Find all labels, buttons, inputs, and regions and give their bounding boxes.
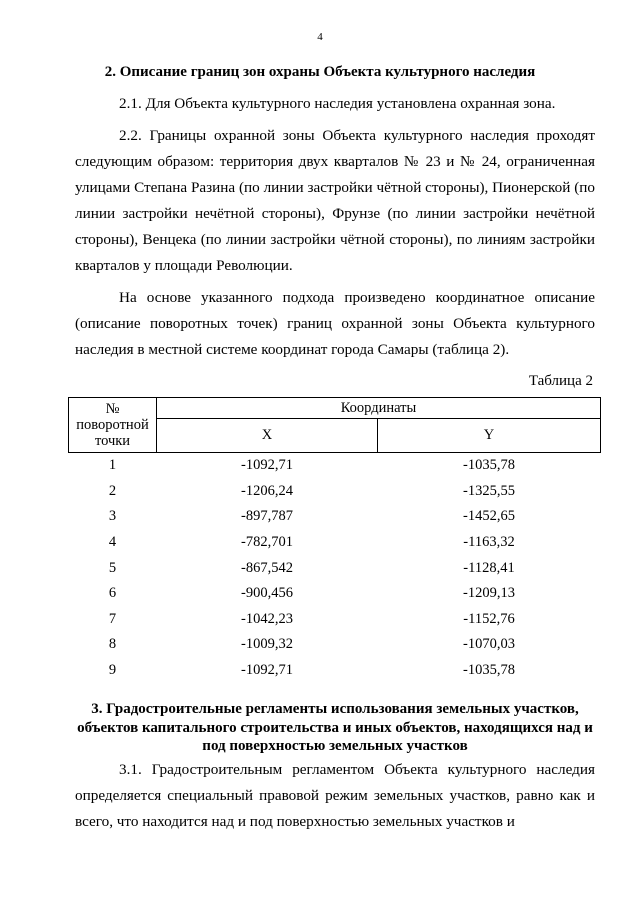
header-y: Y: [378, 419, 601, 453]
point-number-cell: 5: [108, 559, 117, 576]
x-coordinate-cell: -1092,71: [241, 457, 293, 474]
table-row: [69, 504, 601, 530]
section-2-heading: 2. Описание границ зон охраны Объекта культурного наследия: [104, 64, 536, 80]
table-row: [69, 530, 601, 556]
y-coordinate-cell: -1325,55: [463, 482, 515, 499]
section-3-heading: 3. Градостроительные регламенты использования земельных участков, объектов капитального строительства и иных объектов, находящихся над и под поверхностью земельных участков: [77, 701, 593, 754]
table-row: [69, 453, 601, 479]
page-number: 4: [317, 31, 323, 43]
table-row: [69, 607, 601, 633]
table-row: [69, 479, 601, 505]
x-coordinate-cell: -1042,23: [241, 610, 293, 627]
point-number-cell: 3: [108, 508, 117, 525]
table-row: [69, 658, 601, 684]
x-coordinate-cell: -900,456: [241, 585, 293, 602]
table-caption: Таблица 2: [528, 373, 593, 389]
paragraph-2-1: 2.1. Для Объекта культурного наследия установлена охранная зона.: [119, 95, 556, 112]
coordinates-table: [68, 397, 601, 683]
point-number-cell: 9: [108, 662, 117, 679]
y-coordinate-cell: -1209,13: [463, 585, 515, 602]
table-row: [69, 632, 601, 658]
point-number-cell: 8: [108, 636, 117, 653]
point-number-cell: 7: [108, 610, 117, 627]
y-coordinate-cell: -1035,78: [463, 457, 515, 474]
x-coordinate-cell: -867,542: [241, 559, 293, 576]
header-coordinates: Координаты: [157, 398, 601, 419]
paragraph-coordinates-intro: На основе указанного подхода произведено координатное описание (описание поворотных точек) границ охранной зоны Объекта культурного наследия в местной системе координат города Самары (таблица 2).: [75, 289, 595, 358]
x-coordinate-cell: -897,787: [241, 508, 293, 525]
header-x: X: [157, 419, 378, 453]
y-coordinate-cell: -1070,03: [463, 636, 515, 653]
x-coordinate-cell: -782,701: [241, 534, 293, 551]
x-coordinate-cell: -1206,24: [241, 482, 293, 499]
y-coordinate-cell: -1163,32: [463, 534, 515, 551]
table-row: [69, 555, 601, 581]
y-coordinate-cell: -1128,41: [463, 559, 515, 576]
table-row: [69, 581, 601, 607]
point-number-cell: 1: [108, 457, 117, 474]
point-number-cell: 6: [108, 585, 117, 602]
y-coordinate-cell: -1035,78: [463, 662, 515, 679]
point-number-cell: 4: [108, 534, 117, 551]
x-coordinate-cell: -1009,32: [241, 636, 293, 653]
header-point-number: № поворотной точки: [69, 398, 157, 453]
coordinates-table-body: [69, 453, 601, 684]
y-coordinate-cell: -1152,76: [463, 610, 515, 627]
paragraph-3-1: 3.1. Градостроительным регламентом Объекта культурного наследия определяется специальный правовой режим земельных участков, равно как и всего, что находится над и под поверхностью земельных участков и: [75, 761, 595, 830]
x-coordinate-cell: -1092,71: [241, 662, 293, 679]
y-coordinate-cell: -1452,65: [463, 508, 515, 525]
paragraph-2-2: 2.2. Границы охранной зоны Объекта культурного наследия проходят следующим образом: территория двух кварталов № 23 и № 24, ограниченная улицами Степана Разина (по линии застройки чётной стороны), Пионерской (по линии застройки нечётной стороны), Фрунзе (по линии застройки нечётной стороны), Венцека (по линии застройки чётной стороны), по линиям застройки кварталов у площади Революции.: [75, 127, 595, 274]
point-number-cell: 2: [108, 482, 117, 499]
